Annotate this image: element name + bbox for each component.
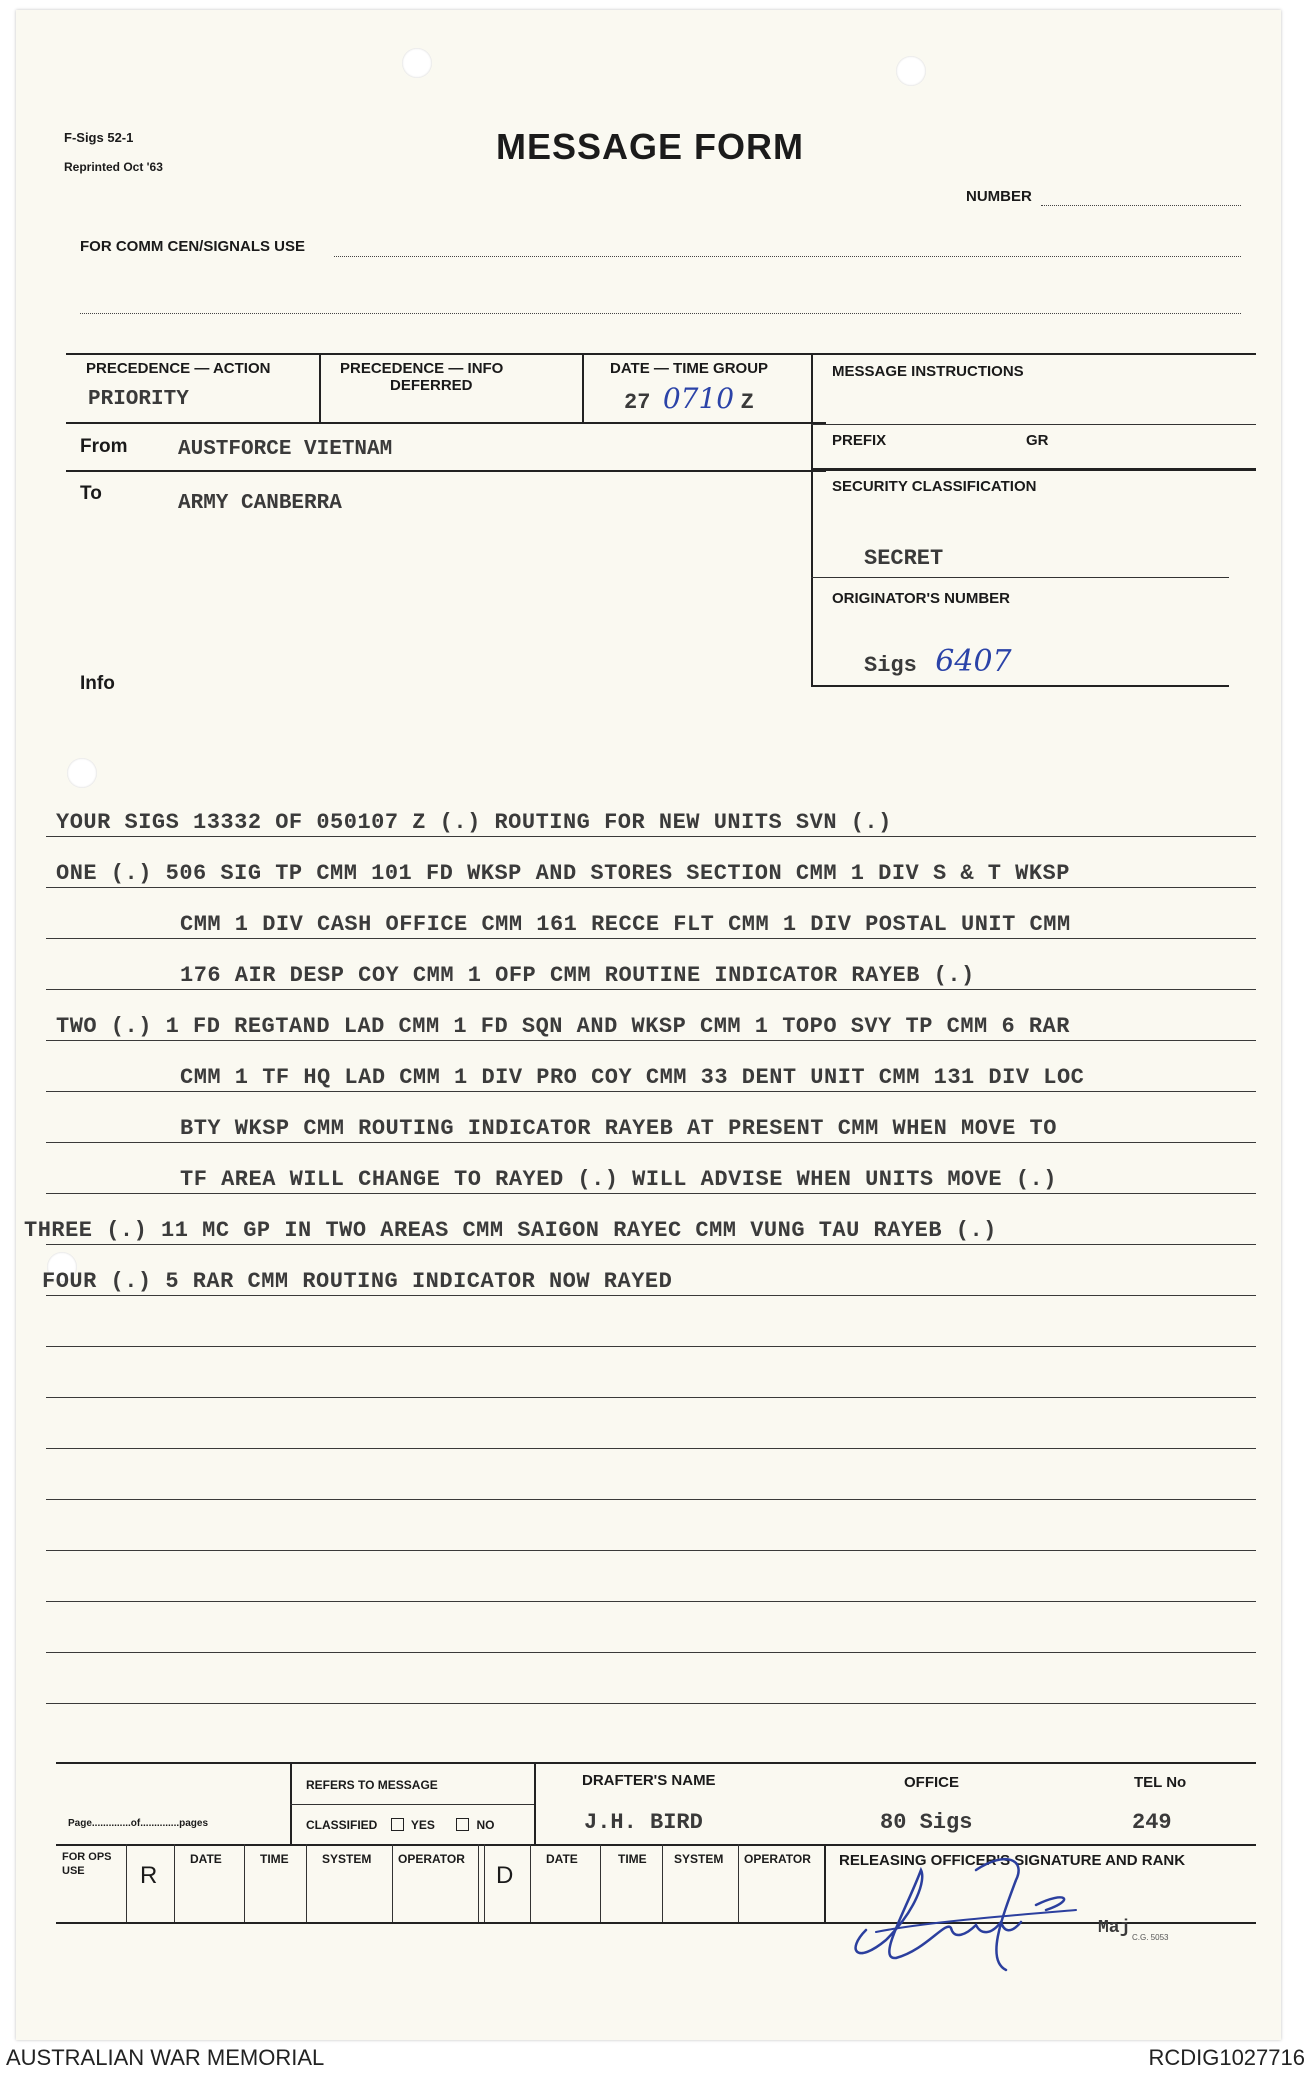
originator-number-value bbox=[864, 644, 1012, 679]
refers-to-message-label: REFERS TO MESSAGE bbox=[306, 1778, 438, 1792]
rule bbox=[306, 1844, 307, 1922]
security-classification-label: SECURITY CLASSIFICATION bbox=[832, 478, 1037, 495]
rule bbox=[46, 938, 1256, 939]
originator-prefix: Sigs bbox=[864, 653, 917, 678]
message-line: ONE (.) 506 SIG TP CMM 101 FD WKSP AND STORES SECTION CMM 1 DIV S & T WKSP bbox=[56, 861, 1070, 886]
dtg-time-handwritten: 0710 bbox=[662, 382, 735, 415]
rule bbox=[46, 989, 1256, 990]
drafter-name-value: J.H. BIRD bbox=[584, 1810, 703, 1835]
rule bbox=[46, 1703, 1256, 1704]
dtg-label: DATE — TIME GROUP bbox=[610, 360, 769, 377]
punch-hole bbox=[67, 758, 97, 788]
rule bbox=[662, 1844, 663, 1922]
operator-label: OPERATOR bbox=[744, 1852, 811, 1866]
message-instructions-label: MESSAGE INSTRUCTIONS bbox=[832, 363, 1024, 380]
precedence-action-label: PRECEDENCE — ACTION bbox=[86, 360, 271, 377]
system-label: SYSTEM bbox=[674, 1852, 724, 1866]
message-line: FOUR (.) 5 RAR CMM ROUTING INDICATOR NOW RAYED bbox=[42, 1269, 673, 1294]
form-code: F-Sigs 52-1 bbox=[64, 130, 134, 145]
yes-checkbox[interactable] bbox=[391, 1818, 404, 1831]
rule bbox=[534, 1762, 536, 1844]
no-checkbox[interactable] bbox=[456, 1818, 469, 1831]
yes-label: YES bbox=[410, 1818, 435, 1832]
releasing-officer-label: RELEASING OFFICER'S SIGNATURE AND RANK bbox=[839, 1852, 1186, 1869]
for-ops-use-label: FOR OPS USE bbox=[62, 1851, 112, 1877]
message-line: YOUR SIGS 13332 OF 050107 Z (.) ROUTING FOR NEW UNITS SVN (.) bbox=[56, 810, 892, 835]
r-box-label: R bbox=[140, 1862, 158, 1889]
rule bbox=[46, 1244, 1256, 1245]
message-line: THREE (.) 11 MC GP IN TWO AREAS CMM SAIGON RAYEC CMM VUNG TAU RAYEB (.) bbox=[24, 1218, 997, 1243]
rule bbox=[46, 1091, 1256, 1092]
info-label: Info bbox=[80, 673, 115, 694]
rule bbox=[46, 1652, 1256, 1653]
rule bbox=[46, 1193, 1256, 1194]
message-line: TWO (.) 1 FD REGTAND LAD CMM 1 FD SQN AND WKSP CMM 1 TOPO SVY TP CMM 6 RAR bbox=[56, 1014, 1070, 1039]
office-label: OFFICE bbox=[904, 1774, 959, 1791]
to-label: To bbox=[80, 483, 102, 504]
rule bbox=[811, 353, 813, 686]
comm-cen-field-2[interactable] bbox=[80, 313, 1241, 314]
rule bbox=[46, 1499, 1256, 1500]
originator-number-label: ORIGINATOR'S NUMBER bbox=[832, 590, 1011, 607]
time-label: TIME bbox=[618, 1852, 647, 1866]
rule bbox=[46, 1397, 1256, 1398]
from-label: From bbox=[80, 436, 128, 457]
from-value: AUSTFORCE VIETNAM bbox=[178, 438, 393, 461]
message-form-sheet bbox=[16, 10, 1281, 2040]
dtg-day: 27 bbox=[624, 390, 651, 415]
rule bbox=[66, 470, 826, 472]
message-line: TF AREA WILL CHANGE TO RAYED (.) WILL ADVISE WHEN UNITS MOVE (.) bbox=[180, 1167, 1057, 1192]
message-line: CMM 1 TF HQ LAD CMM 1 DIV PRO COY CMM 33 DENT UNIT CMM 131 DIV LOC bbox=[180, 1065, 1085, 1090]
dtg-value bbox=[624, 382, 754, 415]
precedence-info-deferred: DEFERRED bbox=[390, 377, 473, 394]
rule bbox=[600, 1844, 601, 1922]
number-field[interactable] bbox=[1041, 205, 1241, 206]
rule bbox=[824, 1844, 826, 1922]
originator-number-handwritten: 6407 bbox=[935, 644, 1012, 679]
comm-cen-field[interactable] bbox=[334, 256, 1241, 257]
rule bbox=[46, 887, 1256, 888]
rule bbox=[811, 468, 1256, 471]
rule bbox=[484, 1844, 485, 1922]
time-label: TIME bbox=[260, 1852, 289, 1866]
reprint-note: Reprinted Oct '63 bbox=[64, 160, 163, 174]
rule bbox=[319, 353, 321, 422]
rule bbox=[46, 1142, 1256, 1143]
rule bbox=[66, 353, 1256, 355]
rule bbox=[56, 1762, 1256, 1764]
rule bbox=[811, 577, 1229, 578]
rule bbox=[811, 685, 1229, 687]
message-line: CMM 1 DIV CASH OFFICE CMM 161 RECCE FLT CMM 1 DIV POSTAL UNIT CMM bbox=[180, 912, 1071, 937]
rule bbox=[582, 353, 584, 422]
punch-hole bbox=[896, 56, 926, 86]
page-of-pages: Page..............of..............pages bbox=[68, 1818, 209, 1829]
dtg-zone: Z bbox=[740, 390, 754, 415]
rule bbox=[46, 1601, 1256, 1602]
rule bbox=[46, 836, 1256, 837]
rule bbox=[530, 1844, 531, 1922]
tel-no-value: 249 bbox=[1132, 1810, 1172, 1835]
rule bbox=[174, 1844, 175, 1922]
rule bbox=[66, 422, 826, 424]
rule bbox=[478, 1844, 479, 1922]
date-label: DATE bbox=[546, 1852, 578, 1866]
rule bbox=[46, 1448, 1256, 1449]
rank-value: Maj bbox=[1098, 1918, 1131, 1938]
tel-no-label: TEL No bbox=[1134, 1774, 1187, 1791]
drafter-name-label: DRAFTER'S NAME bbox=[582, 1772, 716, 1789]
rule bbox=[811, 424, 1256, 425]
rule bbox=[290, 1804, 534, 1805]
rule bbox=[46, 1346, 1256, 1347]
classified-options bbox=[306, 1818, 495, 1832]
rule bbox=[46, 1040, 1256, 1041]
system-label: SYSTEM bbox=[322, 1852, 372, 1866]
gr-label: GR bbox=[1026, 432, 1049, 449]
form-title: MESSAGE FORM bbox=[496, 126, 805, 167]
rule bbox=[126, 1844, 127, 1922]
archive-caption-right: RCDIG1027716 bbox=[1148, 2045, 1305, 2070]
d-box-label: D bbox=[496, 1862, 514, 1889]
rule bbox=[738, 1844, 739, 1922]
message-line: BTY WKSP CMM ROUTING INDICATOR RAYEB AT PRESENT CMM WHEN MOVE TO bbox=[180, 1116, 1057, 1141]
officer-signature bbox=[836, 1810, 1136, 1990]
precedence-action-value: PRIORITY bbox=[88, 388, 189, 411]
number-label: NUMBER bbox=[966, 188, 1032, 205]
classified-label: CLASSIFIED bbox=[306, 1818, 378, 1832]
archive-caption-left: AUSTRALIAN WAR MEMORIAL bbox=[6, 2045, 325, 2070]
rule bbox=[46, 1295, 1256, 1296]
rule bbox=[392, 1844, 393, 1922]
operator-label: OPERATOR bbox=[398, 1852, 465, 1866]
security-classification-value: SECRET bbox=[864, 546, 944, 571]
precedence-info-label: PRECEDENCE — INFO bbox=[340, 360, 504, 377]
date-label: DATE bbox=[190, 1852, 222, 1866]
punch-hole bbox=[402, 48, 432, 78]
office-value: 80 Sigs bbox=[880, 1810, 973, 1835]
rule bbox=[244, 1844, 245, 1922]
to-value: ARMY CANBERRA bbox=[178, 492, 342, 515]
rule bbox=[290, 1762, 292, 1844]
rule bbox=[46, 1550, 1256, 1551]
print-code: C.G. 5053 bbox=[1132, 1933, 1169, 1942]
no-label: NO bbox=[476, 1818, 495, 1832]
message-line: 176 AIR DESP COY CMM 1 OFP CMM ROUTINE INDICATOR RAYEB (.) bbox=[180, 963, 975, 988]
prefix-label: PREFIX bbox=[832, 432, 887, 449]
comm-cen-label: FOR COMM CEN/SIGNALS USE bbox=[80, 238, 306, 255]
